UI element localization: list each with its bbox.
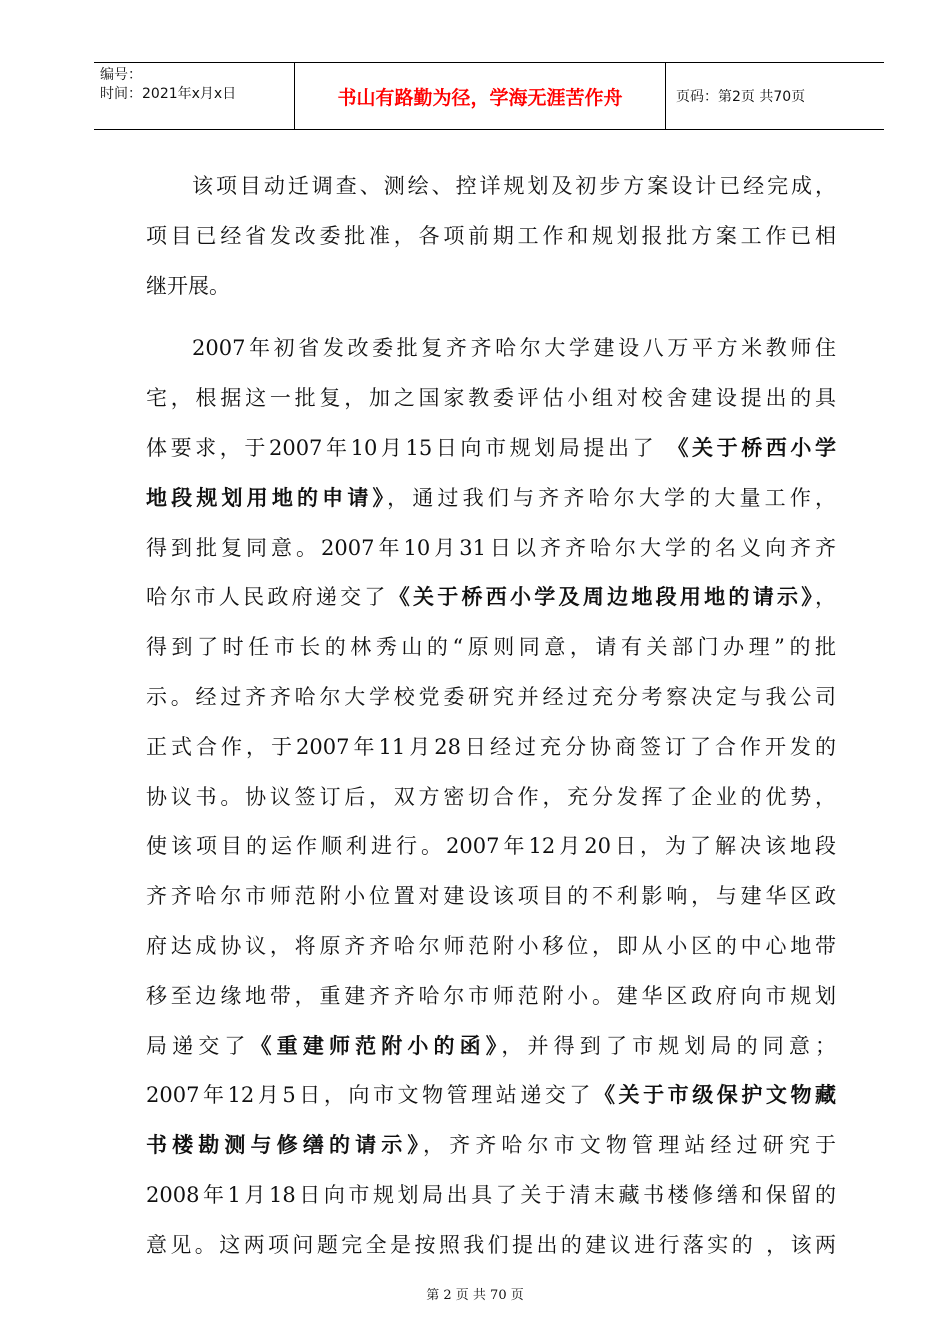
- text-line: 得到批复同意。2007年10月31日以齐齐哈尔大学的名义向齐齐: [146, 535, 836, 560]
- text-span: ，: [815, 585, 837, 610]
- text-line: 府达成协议，将原齐齐哈尔师范附小移位，即从小区的中心地带: [146, 933, 836, 958]
- header-meta: [94, 63, 294, 129]
- text-line: [146, 1125, 836, 1175]
- document-title-ref: 书楼勘测与修缮的请示》: [146, 1133, 423, 1158]
- document-title-ref: 《关于桥西小学: [667, 435, 836, 460]
- serial-label: 编号：: [100, 67, 142, 83]
- text-line: 移至边缘地带，重建齐齐哈尔市师范附小。建华区政府向市规划: [146, 983, 836, 1008]
- text-line: 示。经过齐齐哈尔大学校党委研究并经过充分考察决定与我公司: [146, 684, 836, 709]
- document-title-ref: 《重建师范附小的函》: [250, 1033, 502, 1058]
- header-motto: 书山有路勤为径，学海无涯苦作舟: [294, 63, 666, 129]
- document-title-ref: 《关于桥西小学及周边地段用地的请示》: [388, 585, 816, 610]
- text-span: 2007年12月5日，向市文物管理站递交了: [146, 1083, 594, 1108]
- text-span: 哈尔市人民政府递交了: [146, 585, 389, 610]
- time-label: 时间：2021年x月x日: [100, 86, 237, 102]
- text-line: [146, 1026, 836, 1076]
- page-footer: 第 2 页 共 70 页: [426, 1288, 524, 1303]
- text-line: 项目已经省发改委批准，各项前期工作和规划报批方案工作已相: [146, 223, 836, 248]
- text-line: 2007年初省发改委批复齐齐哈尔大学建设八万平方米教师住: [192, 336, 836, 361]
- text-line: 正式合作，于2007年11月28日经过充分协商签订了合作开发的: [146, 734, 836, 759]
- page-header: [94, 62, 884, 130]
- document-body: [146, 166, 836, 1275]
- text-line: [146, 428, 836, 478]
- document-title-ref: 地段规划用地的申请》: [146, 485, 388, 510]
- text-line: 宅，根据这一批复，加之国家教委评估小组对校舍建设提出的具: [146, 386, 836, 411]
- text-line: [146, 577, 836, 627]
- text-line: 继开展。: [146, 273, 230, 298]
- text-span: ，齐齐哈尔市文物管理站经过研究于: [422, 1133, 837, 1158]
- header-page-info: 页码：第2页 共70页: [676, 89, 806, 105]
- text-line: 意见。这两项问题完全是按照我们提出的建议进行落实的 ，该两: [146, 1232, 836, 1257]
- text-line: 该项目动迁调查、测绘、控详规划及初步方案设计已经完成，: [192, 174, 836, 198]
- document-title-ref: 《关于市级保护文物藏: [594, 1083, 837, 1108]
- text-line: 齐齐哈尔市师范附小位置对建设该项目的不利影响，与建华区政: [146, 884, 836, 909]
- text-line: 协议书。协议签订后，双方密切合作，充分发挥了企业的优势，: [146, 784, 836, 809]
- text-span: 局递交了: [146, 1033, 251, 1058]
- text-span: ，并得到了市规划局的同意；: [501, 1033, 837, 1058]
- text-span: 体要求，于2007年10月15日向市规划局提出了: [146, 435, 668, 460]
- text-line: 得到了时任市长的林秀山的“原则同意，请有关部门办理”的批: [146, 635, 836, 660]
- text-line: [146, 1075, 836, 1125]
- text-line: 2008年1月18日向市规划局出具了关于清末藏书楼修缮和保留的: [146, 1182, 836, 1207]
- text-span: ，通过我们与齐齐哈尔大学的大量工作，: [387, 485, 837, 510]
- text-line: [146, 478, 836, 528]
- text-line: 使该项目的运作顺利进行。2007年12月20日，为了解决该地段: [146, 834, 836, 859]
